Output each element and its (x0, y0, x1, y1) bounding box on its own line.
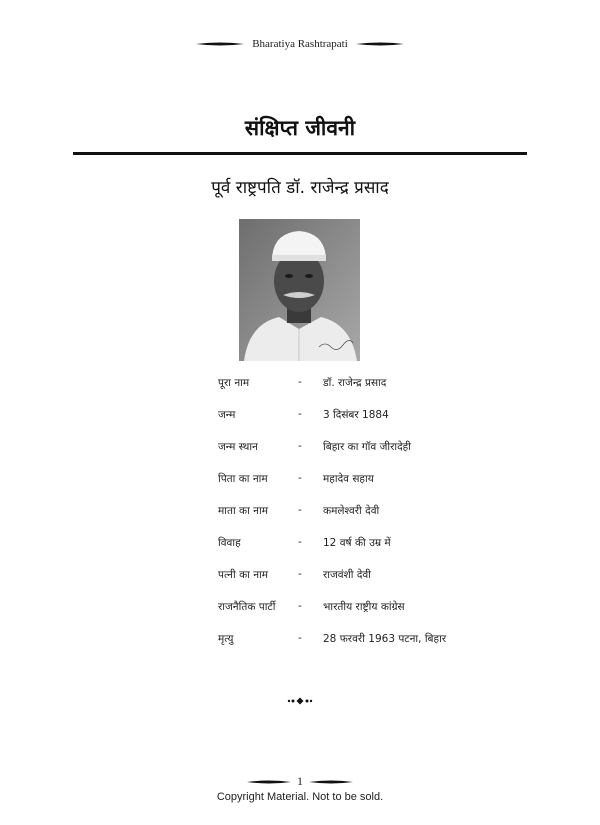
detail-separator: - (298, 472, 302, 484)
detail-separator: - (298, 504, 302, 516)
detail-separator: - (298, 600, 302, 612)
detail-value: 3 दिसंबर 1884 (323, 409, 389, 421)
detail-label: विवाह (218, 537, 241, 549)
detail-separator: - (298, 376, 302, 388)
detail-separator: - (298, 536, 302, 548)
portrait-photo (239, 219, 360, 361)
detail-row-death (218, 632, 446, 664)
detail-value: डॉ. राजेन्द्र प्रसाद (323, 377, 387, 389)
detail-separator: - (298, 408, 302, 420)
detail-row-birthplace (218, 440, 446, 472)
detail-separator: - (298, 568, 302, 580)
page-subtitle: पूर्व राष्ट्रपति डॉ. राजेन्द्र प्रसाद (211, 178, 389, 198)
detail-label: मृत्यु (218, 633, 234, 645)
detail-label: पिता का नाम (218, 473, 268, 485)
page-title: संक्षिप्त जीवनी (244, 116, 356, 140)
running-header (0, 38, 600, 50)
detail-value: 12 वर्ष की उम्र में (323, 537, 391, 549)
detail-row-full-name (218, 376, 446, 408)
running-header-title: Bharatiya Rashtrapati (252, 38, 348, 50)
detail-label: राजनैतिक पार्टी (218, 601, 276, 613)
left-swash-ornament (247, 779, 291, 785)
detail-row-party (218, 600, 446, 632)
page-number-footer (0, 774, 600, 789)
right-swash-ornament (309, 779, 353, 785)
title-divider (73, 152, 527, 155)
detail-row-birth (218, 408, 446, 440)
detail-value: महादेव सहाय (323, 473, 374, 485)
right-swash-ornament (356, 41, 404, 47)
copyright-notice: Copyright Material. Not to be sold. (216, 791, 384, 803)
detail-label: पत्नी का नाम (218, 569, 269, 581)
detail-value: बिहार का गॉव जीरादेही (323, 441, 411, 453)
detail-label: जन्म स्थान (218, 441, 258, 453)
detail-row-mother (218, 504, 446, 536)
detail-separator: - (298, 632, 302, 644)
detail-label: जन्म (218, 409, 236, 421)
left-swash-ornament (196, 41, 244, 47)
detail-row-spouse (218, 568, 446, 600)
detail-label: माता का नाम (218, 505, 268, 517)
detail-row-father (218, 472, 446, 504)
detail-row-marriage (218, 536, 446, 568)
detail-value: भारतीय राष्ट्रीय कांग्रेस (323, 601, 405, 613)
biography-details (218, 376, 446, 664)
detail-value: राजवंशी देवी (323, 569, 371, 581)
detail-value: 28 फरवरी 1963 पटना, बिहार (323, 633, 447, 645)
detail-separator: - (298, 440, 302, 452)
detail-value: कमलेश्वरी देवी (323, 505, 380, 517)
page-number: 1 (297, 774, 303, 788)
section-end-ornament (287, 697, 313, 705)
detail-label: पूरा नाम (218, 377, 250, 389)
